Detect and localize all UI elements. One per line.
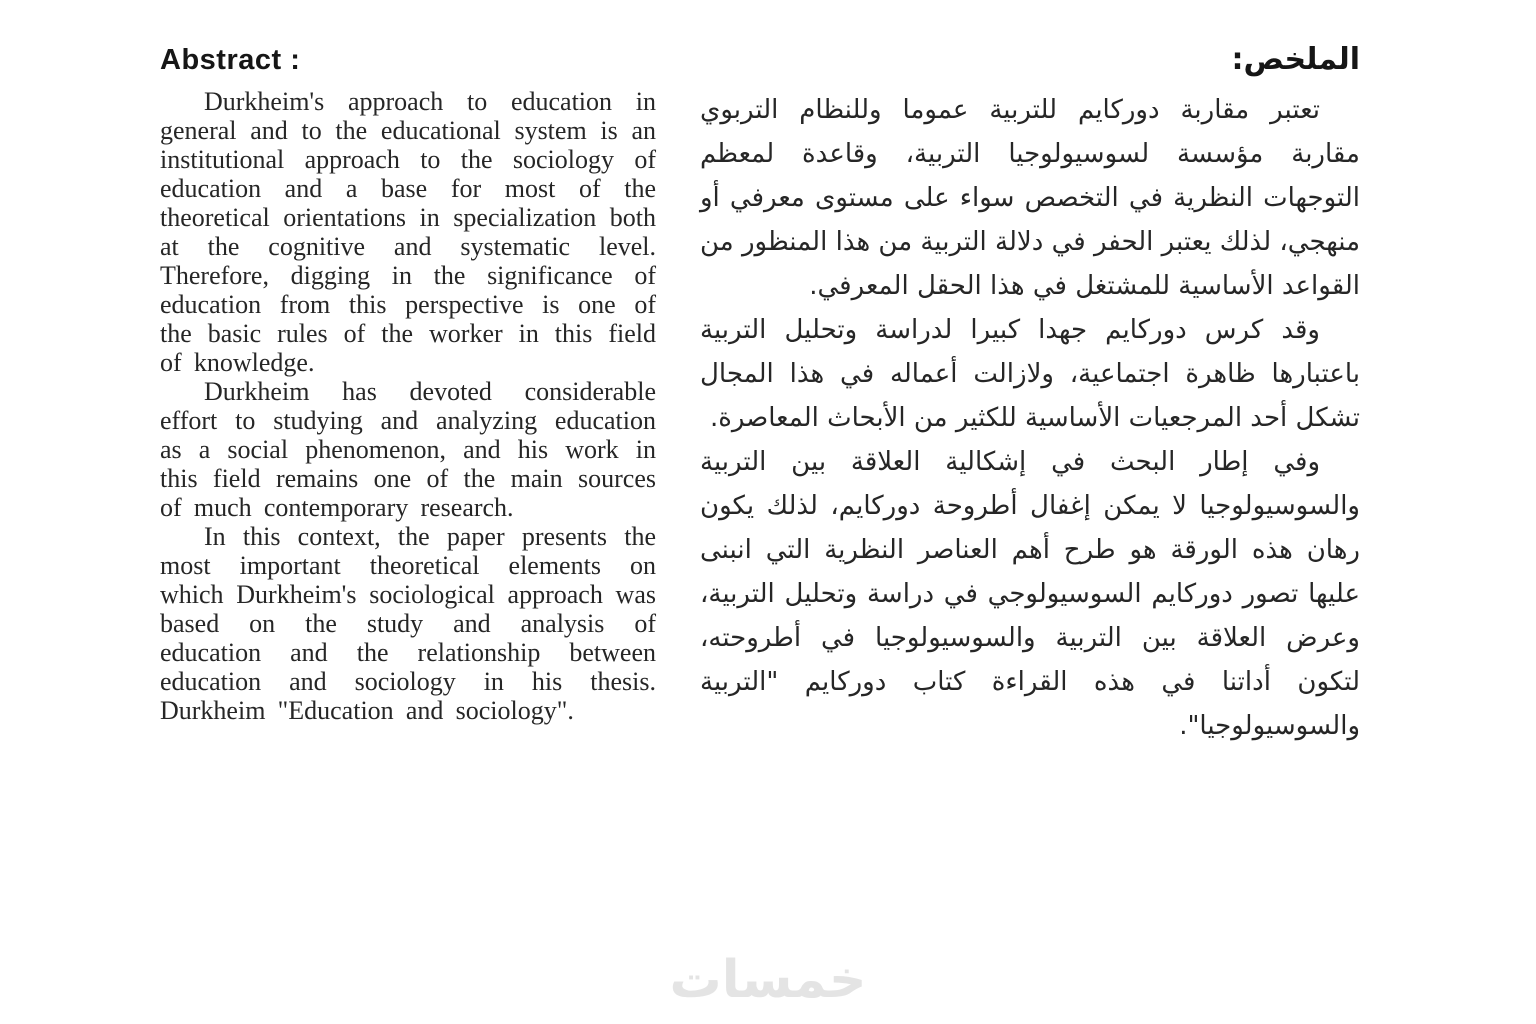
english-abstract-column [160,44,656,725]
arabic-abstract-heading: الملخص: [1231,42,1360,77]
english-abstract-paragraph-3: In this context, the paper presents the most important theoretical elements on which Durkheim's sociological approach was based on the study and analysis of education and the relationship between education and sociology in his thesis. Durkheim "Education and sociology". [160,522,656,725]
khamsat-watermark-logo: خمسات [669,950,867,1010]
english-abstract-paragraph-1: Durkheim's approach to education in general and to the educational system is an institutional approach to the sociology of education and a base for most of the theoretical orientations in specialization both at the cognitive and systematic level. Therefore, digging in the significance of education from this perspective is one of the basic rules of the worker in this field of knowledge. [160,87,656,377]
arabic-abstract-paragraph-2: وقد كرس دوركايم جهدا كبيرا لدراسة وتحليل التربية باعتبارها ظاهرة اجتماعية، ولازالت أعماله في هذا المجال تشكل أحد المرجعيات الأساسية للكثير من الأبحاث المعاصرة. [700,315,1360,433]
english-abstract-heading: Abstract : [160,44,301,76]
english-abstract-paragraph-2: Durkheim has devoted considerable effort to studying and analyzing education as a social phenomenon, and his work in this field remains one of the main sources of much contemporary research. [160,377,656,522]
arabic-abstract-column [700,40,1360,748]
arabic-abstract-paragraph-3: وفي إطار البحث في إشكالية العلاقة بين التربية والسوسيولوجيا لا يمكن إغفال أطروحة دوركايم، لذلك يكون رهان هذه الورقة هو طرح أهم العناصر النظرية التي انبنى عليها تصور دوركايم السوسيولوجي في دراسة وتحليل التربية، وعرض العلاقة بين التربية والسوسيولوجيا في أطروحته، لتكون أداتنا في هذه القراءة كتاب دوركايم "التربية والسوسيولوجيا". [700,447,1360,741]
arabic-abstract-paragraph-1: تعتبر مقاربة دوركايم للتربية عموما وللنظام التربوي مقاربة مؤسسة لسوسيولوجيا التربية، وقاعدة لمعظم التوجهات النظرية في التخصص سواء على مستوى معرفي أو منهجي، لذلك يعتبر الحفر في دلالة التربية من هذا المنظور من القواعد الأساسية للمشتغل في هذا الحقل المعرفي. [700,95,1360,301]
